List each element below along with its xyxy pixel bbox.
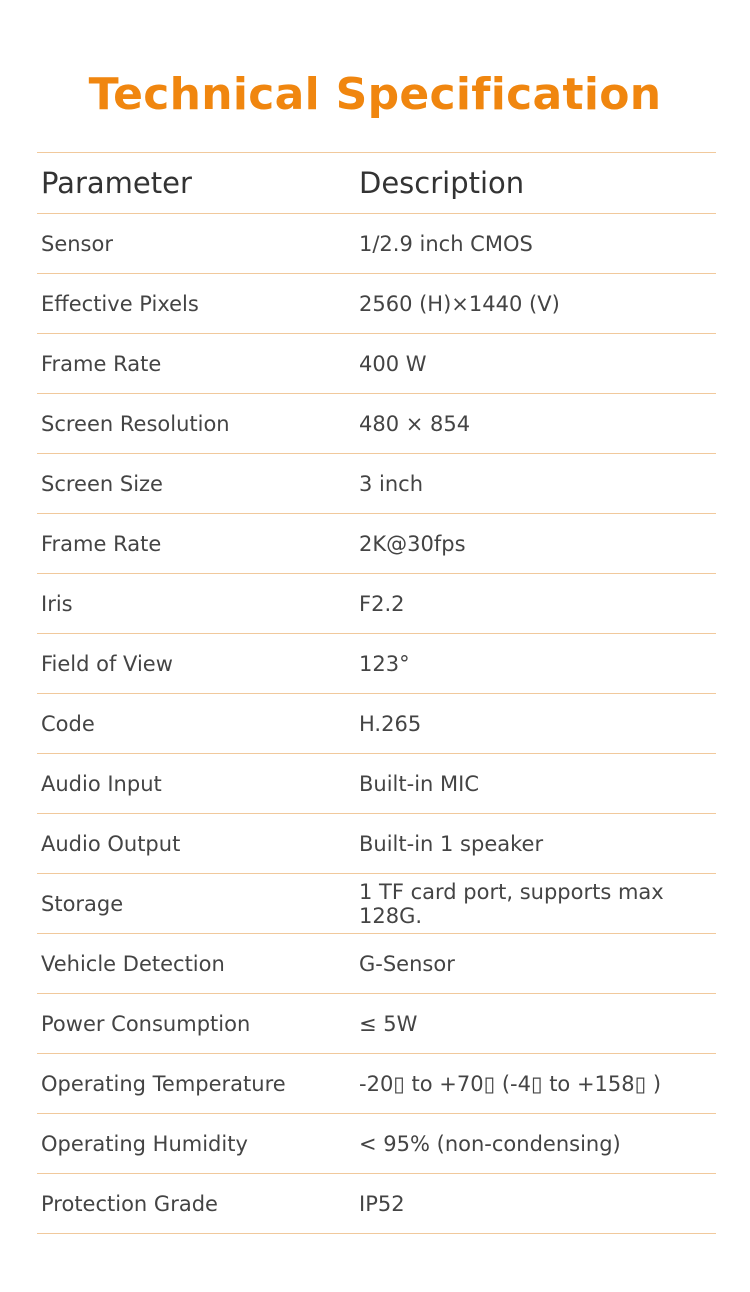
row-parameter: Operating Temperature (41, 1071, 286, 1096)
row-description: Built-in MIC (359, 771, 479, 796)
row-description: 480 × 854 (359, 411, 471, 436)
table-row (37, 214, 716, 274)
row-parameter: Frame Rate (41, 351, 162, 376)
table-row (37, 274, 716, 334)
row-description: 400 W (359, 351, 427, 376)
row-parameter: Screen Size (41, 471, 163, 496)
table-header-row (37, 153, 716, 214)
table-row (37, 994, 716, 1054)
table-row (37, 394, 716, 454)
row-parameter: Iris (41, 591, 73, 616)
table-row (37, 934, 716, 994)
table-row (37, 1054, 716, 1114)
row-description: 3 inch (359, 471, 424, 496)
page-title: Technical Specification (88, 69, 662, 121)
row-description: G-Sensor (359, 951, 455, 976)
row-parameter: Operating Humidity (41, 1131, 248, 1156)
table-row (37, 634, 716, 694)
row-parameter: Power Consumption (41, 1011, 251, 1036)
header-parameter: Parameter (41, 166, 192, 200)
row-parameter: Storage (41, 891, 124, 916)
row-parameter: Field of View (41, 651, 173, 676)
row-parameter: Audio Output (41, 831, 181, 856)
row-parameter: Protection Grade (41, 1191, 218, 1216)
spec-table (37, 152, 716, 1234)
row-parameter: Sensor (41, 231, 113, 256)
row-description: ≤ 5W (359, 1011, 418, 1036)
row-parameter: Screen Resolution (41, 411, 230, 436)
row-description: 2560 (H)×1440 (V) (359, 291, 560, 316)
row-description: 123° (359, 651, 410, 676)
table-row (37, 754, 716, 814)
table-row (37, 694, 716, 754)
table-row (37, 874, 716, 934)
row-description: F2.2 (359, 591, 405, 616)
table-row (37, 514, 716, 574)
row-parameter: Effective Pixels (41, 291, 199, 316)
row-description: 1 TF card port, supports max 128G. (359, 879, 664, 928)
row-parameter: Code (41, 711, 95, 736)
row-description: Built-in 1 speaker (359, 831, 544, 856)
row-parameter: Frame Rate (41, 531, 162, 556)
row-description: 1/2.9 inch CMOS (359, 231, 533, 256)
row-description: H.265 (359, 711, 422, 736)
table-row (37, 574, 716, 634)
table-row (37, 814, 716, 874)
row-description: < 95% (non-condensing) (359, 1131, 621, 1156)
row-description: 2K@30fps (359, 531, 466, 556)
header-description: Description (359, 166, 525, 200)
row-parameter: Vehicle Detection (41, 951, 225, 976)
table-row (37, 454, 716, 514)
table-row (37, 334, 716, 394)
table-row (37, 1114, 716, 1174)
row-description: -20▯ to +70▯ (-4▯ to +158▯ ) (359, 1071, 662, 1096)
table-row (37, 1174, 716, 1234)
row-description: IP52 (359, 1191, 405, 1216)
row-parameter: Audio Input (41, 771, 162, 796)
